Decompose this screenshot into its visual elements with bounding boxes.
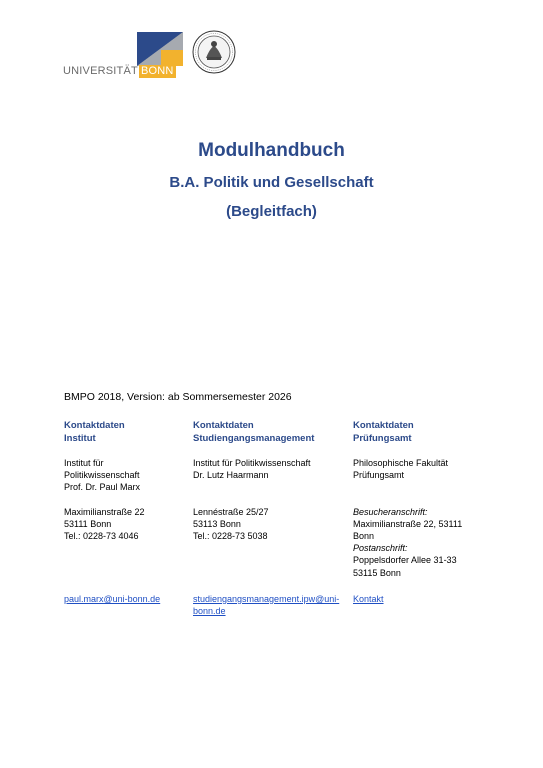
- contact-heading: [353, 419, 483, 445]
- pruefungsamt-contact-link-container: [353, 593, 483, 605]
- program-title: B.A. Politik und Gesellschaft: [169, 174, 374, 191]
- org-line: Institut für: [64, 458, 104, 468]
- address-line: 53111 Bonn: [64, 518, 112, 529]
- address-line: Maximilianstraße 22: [64, 506, 145, 517]
- document-title: Modulhandbuch: [198, 140, 345, 161]
- org-line: Dr. Lutz Haarmann: [193, 470, 269, 481]
- link-line[interactable]: studiengangsmanagement.ipw@uni-: [193, 594, 340, 604]
- org-line: Philosophische Fakultät: [353, 458, 449, 468]
- visitor-address-label: Besucheranschrift:: [353, 506, 428, 517]
- heading-line: Institut: [64, 433, 96, 444]
- wordmark-universitaet: UNIVERSITÄT: [63, 65, 138, 77]
- university-logo-graphic: [137, 32, 183, 66]
- studiengangsmanagement-email-link-container: [193, 593, 343, 617]
- address-line: Bonn: [353, 531, 375, 541]
- heading-line: Kontaktdaten: [64, 420, 125, 431]
- contact-column-institut: [64, 419, 184, 542]
- contact-heading: [64, 419, 184, 445]
- university-wordmark: [63, 65, 176, 78]
- org-line: Politikwissenschaft: [64, 470, 140, 481]
- link-line[interactable]: bonn.de: [193, 606, 226, 617]
- pruefungsamt-contact-link[interactable]: Kontakt: [353, 594, 384, 604]
- address-line: Maximilianstraße 22, 53111: [353, 518, 463, 529]
- wordmark-bonn: BONN: [140, 65, 174, 77]
- studiengangsmanagement-email-link[interactable]: [193, 594, 339, 616]
- address-line: Poppelsdorfer Allee 31-33: [353, 555, 457, 566]
- heading-line: Studiengangsmanagement: [193, 433, 315, 444]
- postal-address-label: Postanschrift:: [353, 543, 408, 554]
- university-seal-icon: [192, 30, 236, 74]
- org-line: Prof. Dr. Paul Marx: [64, 482, 141, 493]
- address-line: Lennéstraße 25/27: [193, 506, 269, 517]
- program-variant: (Begleitfach): [226, 203, 317, 220]
- institut-email-link-container: [64, 593, 184, 605]
- version-line: BMPO 2018, Version: ab Sommersemester 2026: [64, 391, 292, 403]
- heading-line: Kontaktdaten: [353, 420, 414, 431]
- org-line: Prüfungsamt: [353, 470, 405, 481]
- heading-line: Kontaktdaten: [193, 420, 254, 431]
- phone-line: Tel.: 0228-73 4046: [64, 531, 139, 542]
- address-line: 53115 Bonn: [353, 567, 401, 578]
- contact-column-studiengangsmanagement: [193, 419, 343, 542]
- institut-email-link[interactable]: paul.marx@uni-bonn.de: [64, 594, 161, 604]
- org-line: Institut für Politikwissenschaft: [193, 458, 311, 468]
- contact-heading: [193, 419, 343, 445]
- heading-line: Prüfungsamt: [353, 433, 412, 444]
- phone-line: Tel.: 0228-73 5038: [193, 531, 268, 541]
- address-line: 53113 Bonn: [193, 518, 241, 529]
- contact-column-pruefungsamt: [353, 419, 483, 579]
